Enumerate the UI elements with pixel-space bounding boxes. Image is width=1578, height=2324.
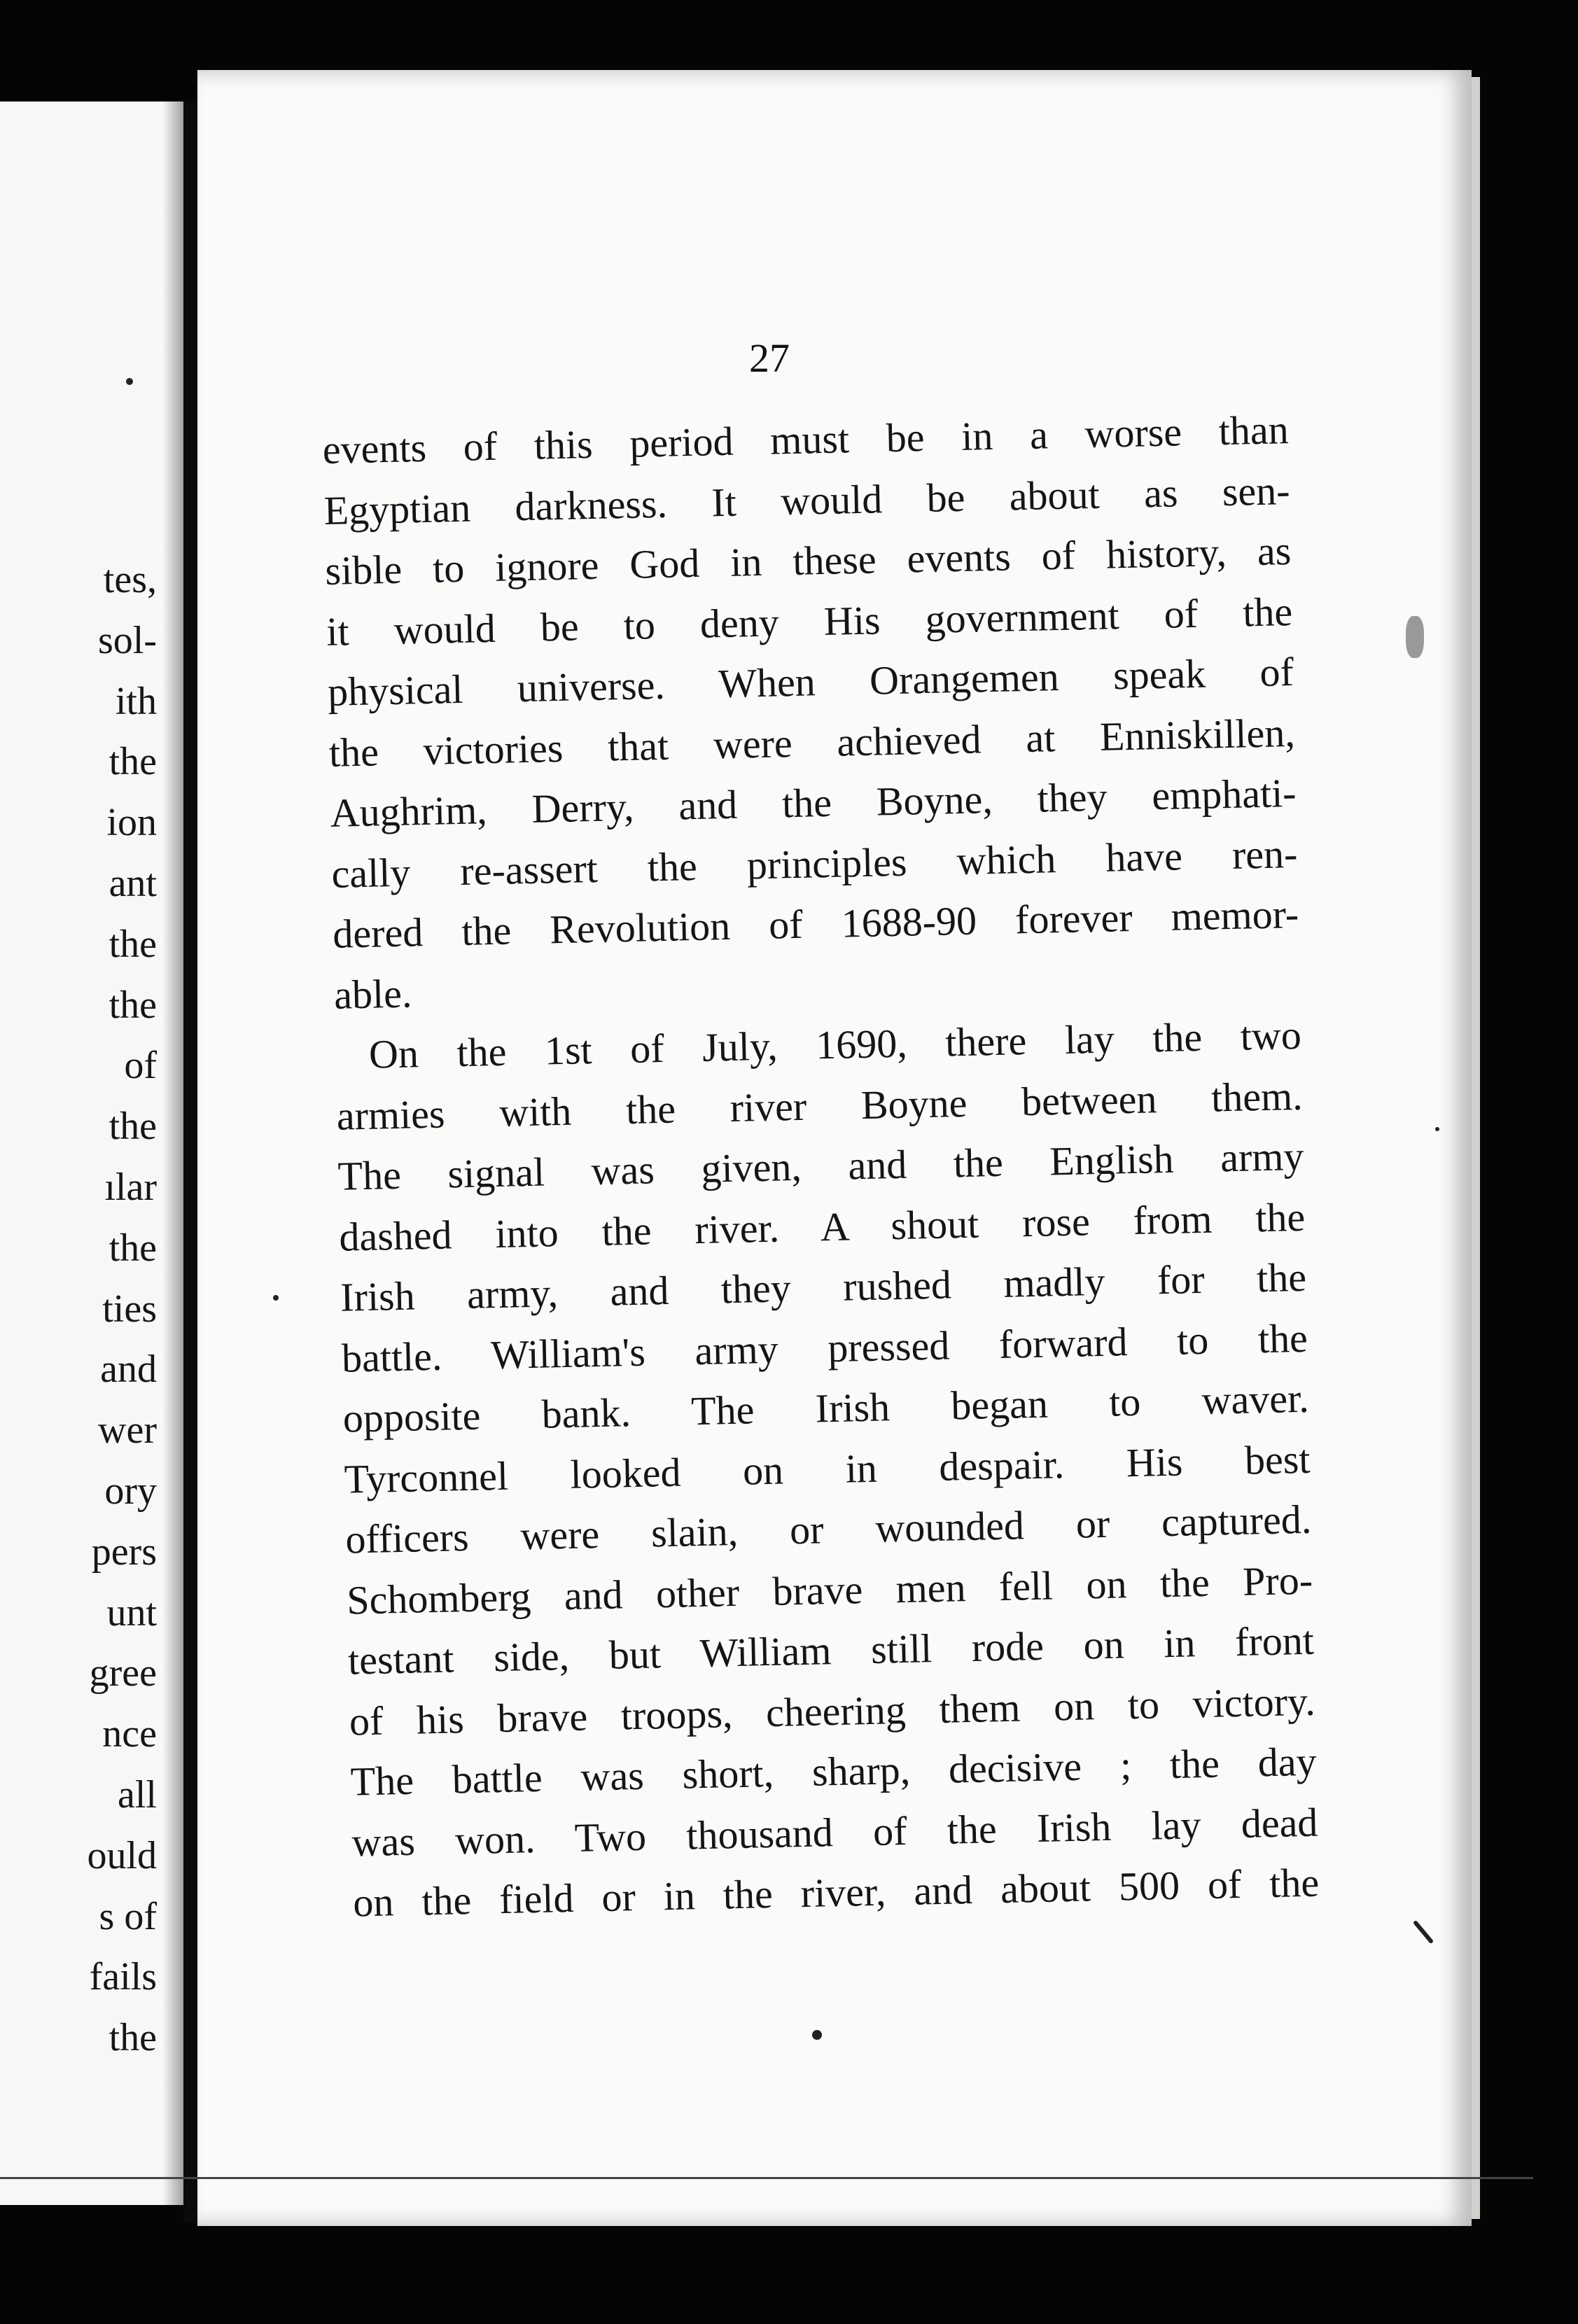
left-page-fragment: of: [124, 1044, 157, 1088]
left-page-fragment: fails: [89, 1955, 157, 1999]
text-line: cally re-assert the principles which have ren-: [330, 830, 1298, 897]
left-page-fragment: the: [109, 1226, 157, 1270]
text-line: it would be to deny His government of the: [326, 588, 1293, 654]
text-line: events of this period must be in a worse than: [322, 407, 1290, 472]
text-line: The battle was short, sharp, decisive ; the day: [350, 1738, 1318, 1805]
text-line: was won. Two thousand of the Irish lay dead: [351, 1799, 1318, 1865]
text-line: On the 1st of July, 1690, there lay the two: [368, 1011, 1302, 1077]
left-page-fragment: ory: [104, 1469, 157, 1513]
left-page-fragment: ion: [106, 801, 157, 845]
left-page-fragment: the: [109, 1105, 157, 1149]
left-page-line-fragments: [0, 550, 157, 2068]
left-page-fragment: ties: [102, 1287, 157, 1331]
left-page-fragment: ith: [115, 679, 157, 723]
text-line: Aughrim, Derry, and the Boyne, they emphati-: [330, 769, 1297, 836]
paragraph-2: [335, 1005, 1320, 1933]
text-line: testant side, but William still rode on in front: [347, 1617, 1315, 1684]
text-line: able.: [333, 970, 412, 1018]
bottom-scan-line: [0, 2177, 1533, 2179]
left-page-fragment: ılar: [104, 1165, 157, 1209]
left-page-fragment: ould: [87, 1833, 157, 1877]
text-line: armies with the river Boyne between them.: [336, 1072, 1304, 1139]
left-page-fragment: the: [109, 983, 157, 1027]
text-line: physical universe. When Orangemen speak of: [327, 649, 1294, 715]
text-line: The signal was given, and the English army: [337, 1133, 1305, 1199]
left-page-fragment: tes,: [103, 558, 157, 601]
scan-speck: [812, 2030, 822, 2040]
text-line: Tyrconnel looked on in despair. His best: [344, 1436, 1311, 1502]
text-line: the victories that were achieved at Enniskillen,: [328, 709, 1296, 776]
text-line: Irish army, and they rushed madly for the: [340, 1254, 1307, 1320]
right-page-edge: [1472, 77, 1480, 2219]
book-gutter: [183, 102, 197, 2222]
body-text: [322, 400, 1320, 1933]
text-line: Schomberg and other brave men fell on the Pro-: [346, 1557, 1313, 1623]
scan-speck: [126, 378, 133, 385]
left-page-fragment: nce: [102, 1712, 157, 1756]
scan-speck: [1406, 616, 1424, 658]
left-page-fragment: s of: [99, 1894, 157, 1938]
left-page-fragment: wer: [98, 1408, 157, 1452]
left-page-fragment: and: [100, 1348, 157, 1392]
left-facing-page: [0, 102, 183, 2205]
text-line: opposite bank. The Irish began to waver.: [342, 1375, 1310, 1441]
text-line: officers were slain, or wounded or captured.: [344, 1496, 1312, 1562]
text-line: dashed into the river. A shout rose from the: [338, 1194, 1306, 1260]
text-line: of his brave troops, cheering them on to victory.: [349, 1678, 1316, 1744]
text-line: Egyptian darkness. It would be about as sen-: [323, 467, 1291, 533]
scan-speck: [273, 1295, 279, 1301]
text-line: sible to ignore God in these events of history, as: [324, 528, 1292, 594]
left-page-fragment: the: [109, 2016, 157, 2060]
left-page-fragment: ant: [109, 861, 157, 905]
left-page-fragment: all: [118, 1772, 157, 1816]
text-line: battle. William's army pressed forward to the: [341, 1315, 1308, 1381]
text-line: on the field or in the river, and about 500 of the: [352, 1859, 1320, 1926]
left-page-fragment: the: [109, 740, 157, 784]
scan-speck: [1435, 1127, 1439, 1131]
left-page-fragment: sol-: [98, 618, 157, 662]
left-page-fragment: unt: [106, 1590, 157, 1634]
left-page-gutter-shadow: [162, 102, 183, 2205]
left-page-fragment: the: [109, 922, 157, 966]
left-page-fragment: gree: [89, 1651, 157, 1695]
text-line: dered the Revolution of 1688-90 forever memor-: [332, 890, 1299, 957]
left-page-fragment: pers: [91, 1530, 157, 1574]
page-number: 27: [749, 335, 790, 381]
paragraph-1: [322, 400, 1301, 1026]
